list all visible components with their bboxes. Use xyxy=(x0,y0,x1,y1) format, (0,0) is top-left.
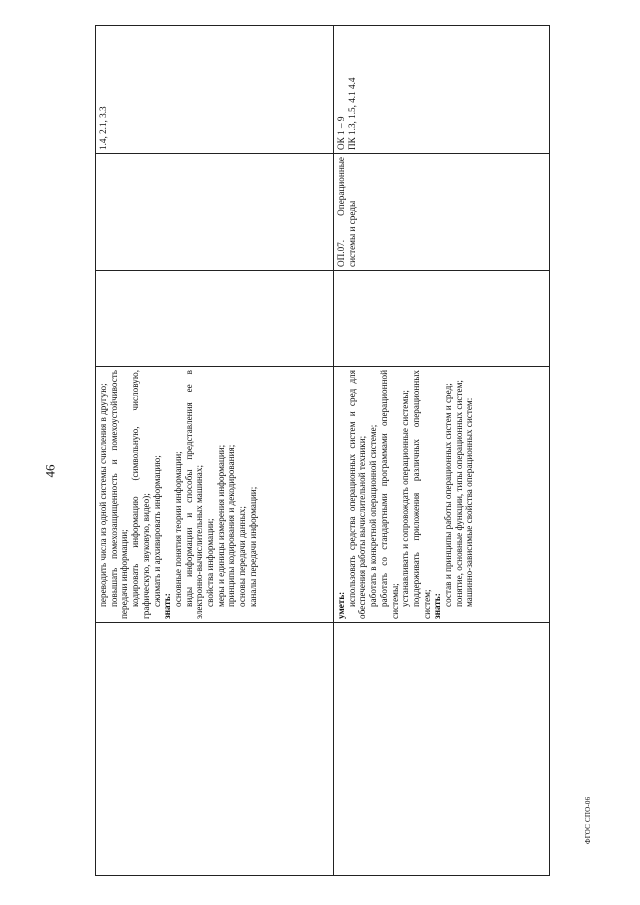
row1-content-line: основы передачи данных; xyxy=(237,506,248,607)
row2-content-line: устанавливать и сопровождать операционные системы; xyxy=(400,390,411,607)
row2-discipline-cell: ОП.07. Операционные системы и среды xyxy=(334,154,550,271)
competency-table xyxy=(95,25,550,876)
row1-index-cell xyxy=(96,623,334,876)
row1-content-line: знать: xyxy=(162,593,173,619)
row2-content-cell xyxy=(334,367,550,623)
row2-content-line: поддерживать приложения различных операционных систем; xyxy=(410,370,432,619)
row1-content-line: основные понятия теории информации; xyxy=(172,451,183,607)
row2-content-line: использовать средства операционных систем и сред для обеспечения работы вычислительной техники; xyxy=(346,370,368,619)
row2-hours-cell xyxy=(334,271,550,367)
row1-content-line: принципы кодирования и декодирования; xyxy=(226,444,237,607)
row2-content-line: понятие, основные функции, типы операционных систем; xyxy=(453,380,464,607)
row2-content-line: уметь: xyxy=(336,591,346,619)
row1-competency-cell: 1.4, 2.1, 3.3 xyxy=(96,26,334,154)
row1-content-line: переводить числа из одной системы счисления в другую; xyxy=(98,383,108,607)
table-row-1 xyxy=(96,26,334,876)
row1-content-line: повышать помехозащищенность и помехоустойчивость передачи информации; xyxy=(108,370,130,619)
footer-code: ФГОС СПО-06 xyxy=(584,796,592,844)
row1-hours-cell xyxy=(96,271,334,367)
table-row-2 xyxy=(334,26,550,876)
row2-content-line: работать в конкретной операционной системе; xyxy=(368,424,379,607)
page-number: 46 xyxy=(42,464,58,478)
row1-content-line: сжимать и архивировать информацию; xyxy=(151,455,162,607)
row2-content-line: состав и принципы работы операционных систем и сред; xyxy=(443,383,454,607)
row1-content-line: каналы передачи информации; xyxy=(247,486,258,607)
rotated-table-container xyxy=(95,26,549,876)
row2-content-line: машинно-зависимые свойства операционных систем: xyxy=(464,397,475,607)
row1-content-cell xyxy=(96,367,334,623)
rotated-table-wrapper xyxy=(95,26,549,876)
row1-discipline-cell xyxy=(96,154,334,271)
row1-content-line: меры и единицы измерения информации; xyxy=(215,444,226,607)
row2-content-line: работать со стандартными программами операционной системы; xyxy=(378,370,400,619)
row1-content-line: свойства информации; xyxy=(205,518,216,607)
row2-competency-cell: ОК 1 – 9 ПК 1.3, 1.5, 4.1 4.4 xyxy=(334,26,550,154)
row2-content-line: знать: xyxy=(432,593,443,619)
row1-content-line: кодировать информацию (символьную, числовую, графическую, звуковую, видео); xyxy=(130,370,151,619)
row2-index-cell xyxy=(334,623,550,876)
row1-content-line: виды информации и способы представления ее в электронно-вычислительных машинах; xyxy=(183,370,205,619)
